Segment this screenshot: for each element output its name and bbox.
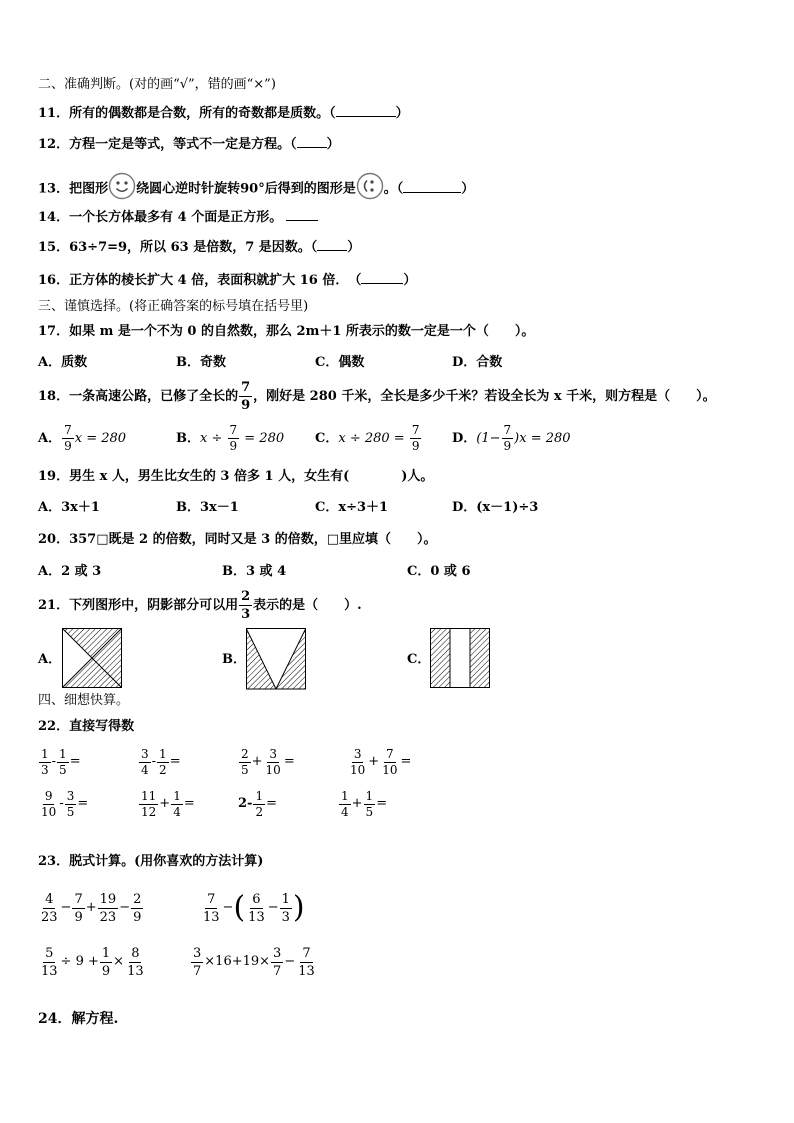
q22-item-7[interactable] <box>238 786 277 823</box>
q17-option-a[interactable]: A．质数 <box>38 355 88 370</box>
q22-4-op: + <box>368 754 380 769</box>
q18-b-pre: x ÷ <box>200 431 227 446</box>
q18-option-a-label: A． <box>38 431 62 446</box>
question-23 <box>38 853 263 871</box>
q22-5-op: - <box>59 796 64 811</box>
q17-option-c[interactable]: C．偶数 <box>315 355 365 370</box>
q23-expression-1[interactable] <box>38 888 144 929</box>
question-15 <box>38 238 360 257</box>
q23-expression-3[interactable] <box>38 942 147 983</box>
q23-text: 脱式计算。(用你喜欢的方法计算) <box>69 854 264 869</box>
q16-number: 16． <box>38 273 70 288</box>
q19-text: 男生 x 人，男生比女生的 3 倍多 1 人，女生有( )人。 <box>69 469 434 484</box>
q11-close: ） <box>395 106 409 121</box>
q12-close: ） <box>326 137 340 152</box>
q22-1-eq: = <box>69 754 81 769</box>
q22-7-eq: = <box>266 796 277 811</box>
q11-text: 所有的偶数都是合数，所有的奇数都是质数。（ <box>69 106 336 121</box>
question-22 <box>38 718 134 736</box>
q22-6-b-den: 4 <box>173 804 181 819</box>
q21-option-a-label[interactable]: A． <box>38 652 62 667</box>
q15-answer-blank[interactable] <box>317 238 347 251</box>
q12-answer-blank[interactable] <box>297 135 327 148</box>
q15-number: 15． <box>38 240 70 255</box>
q18-a-frac <box>62 424 74 453</box>
q20-text: 357□既是 2 的倍数，同时又是 3 的倍数，□里应填（ ）。 <box>69 532 437 547</box>
q16-close: ） <box>403 273 417 288</box>
q13-answer-blank[interactable] <box>403 180 461 193</box>
q18-post: ，刚好是 280 千米，全长是多少千米？若设全长为 x 千米，则方程是（ ）。 <box>253 389 716 404</box>
q17-number: 17． <box>38 324 70 339</box>
q23-e1-op2: + <box>85 900 97 915</box>
q18-option-c-label: C． <box>315 431 339 446</box>
q18-option-c[interactable] <box>315 422 422 456</box>
q23-number: 23． <box>38 854 70 869</box>
section-2-title: 二、准确判断。(对的画“√”，错的画“×”) <box>38 77 276 92</box>
q16-answer-blank[interactable] <box>361 271 403 284</box>
q21-pre: 下列图形中，阴影部分可以用 <box>69 598 239 613</box>
q18-frac-numerator: 7 <box>241 380 251 395</box>
q23-e4-f3-num: 7 <box>302 945 311 961</box>
q23-e2-f1-num: 7 <box>207 891 216 907</box>
q17-option-d[interactable]: D．合数 <box>452 355 503 370</box>
question-13 <box>38 172 474 206</box>
q18-c-num: 7 <box>411 423 420 437</box>
q21-option-b-label[interactable]: B． <box>222 652 246 667</box>
q22-7-pre: 2- <box>238 796 253 811</box>
q22-8-a-num: 1 <box>341 788 349 803</box>
q22-5-b-den: 5 <box>66 804 75 819</box>
q23-e2-f2-num: 6 <box>252 891 261 907</box>
q23-e2-f2-den: 13 <box>248 909 265 925</box>
q22-3-b-den: 10 <box>265 762 281 777</box>
q23-e4-op1: ×16+19× <box>204 954 271 969</box>
q13-mid: 绕圆心逆时针旋转90°后得到的图形是 <box>136 181 356 197</box>
q22-2-a-num: 3 <box>141 746 149 761</box>
q23-e3-f3-num: 8 <box>131 945 140 961</box>
q23-e3-op1: ÷ 9 + <box>60 954 99 969</box>
q22-item-8[interactable] <box>338 786 387 823</box>
q11-number: 11． <box>38 106 70 121</box>
q21-frac-num: 2 <box>241 589 251 604</box>
q23-e1-f4-num: 2 <box>133 891 142 907</box>
q22-8-b-den: 5 <box>365 804 374 819</box>
q22-4-eq: = <box>400 754 412 769</box>
q22-6-a-den: 12 <box>141 804 157 819</box>
q18-option-b[interactable] <box>176 422 284 456</box>
q22-2-eq: = <box>169 754 181 769</box>
q18-c-frac <box>410 424 422 453</box>
q21-fraction <box>239 589 252 622</box>
q15-text: 63÷7=9，所以 63 是倍数，7 是因数。（ <box>69 240 318 255</box>
q22-text: 直接写得数 <box>69 719 135 734</box>
q22-1-a-num: 1 <box>41 746 49 761</box>
q23-e4-op2: − <box>284 954 296 969</box>
q18-d-pre: (1− <box>476 431 501 446</box>
q21-option-b-figure[interactable] <box>246 628 306 690</box>
q23-e1-f4-den: 9 <box>133 909 142 925</box>
question-20 <box>38 531 437 549</box>
q22-5-a-den: 10 <box>41 804 57 819</box>
q23-e4-f1-den: 7 <box>193 963 202 979</box>
section-3-title: 三、谨慎选择。(将正确答案的标号填在括号里) <box>38 299 309 314</box>
q22-item-4[interactable] <box>347 744 411 781</box>
q21-number: 21． <box>38 598 70 613</box>
q22-6-eq: = <box>183 796 195 811</box>
q22-6-a-num: 11 <box>141 788 157 803</box>
q23-e1-f2-num: 7 <box>74 891 83 907</box>
q23-e3-f1-num: 5 <box>45 945 54 961</box>
smiley-face-icon <box>108 172 136 206</box>
q22-5-eq: = <box>77 796 89 811</box>
q18-option-b-label: B． <box>176 431 200 446</box>
q22-1-a-den: 3 <box>41 762 49 777</box>
q17-option-b[interactable]: B．奇数 <box>176 355 226 370</box>
q23-e4-f2-num: 3 <box>273 945 282 961</box>
q23-e2-op2: − <box>267 900 279 915</box>
question-24 <box>38 1010 118 1028</box>
q23-e1-f3-num: 19 <box>99 891 117 907</box>
q20-number: 20． <box>38 532 70 547</box>
q23-e1-f2-den: 9 <box>74 909 83 925</box>
q12-number: 12． <box>38 137 70 152</box>
q22-number: 22． <box>38 719 70 734</box>
q18-number: 18． <box>38 389 70 404</box>
q18-option-d-label: D． <box>452 431 477 446</box>
q23-e1-op1: − <box>60 900 72 915</box>
q22-3-a-num: 2 <box>241 746 249 761</box>
q13-close: ） <box>461 181 475 197</box>
q18-b-rest: = 280 <box>240 431 285 446</box>
q22-1-op: - <box>51 754 57 769</box>
q23-e2-close-paren: ) <box>292 890 305 925</box>
question-14 <box>38 208 318 227</box>
q22-3-b-num: 3 <box>269 746 277 761</box>
q22-4-b-num: 7 <box>386 746 394 761</box>
q23-e4-f1-num: 3 <box>193 945 202 961</box>
q18-a-den: 9 <box>64 439 72 453</box>
question-21 <box>38 589 362 623</box>
q18-d-den: 9 <box>503 439 512 453</box>
q22-3-a-den: 5 <box>241 762 249 777</box>
q14-answer-blank[interactable] <box>286 208 318 221</box>
q21-option-a-figure[interactable] <box>62 628 122 688</box>
q22-4-a-den: 10 <box>350 762 366 777</box>
q22-7-b-num: 1 <box>255 788 264 803</box>
q23-e3-f2-num: 1 <box>101 945 111 961</box>
q22-7-b-den: 2 <box>255 804 264 819</box>
q18-pre: 一条高速公路，已修了全长的 <box>69 389 239 404</box>
rotated-face-icon <box>356 172 384 206</box>
q23-e1-f3-den: 23 <box>99 909 117 925</box>
q13-post: 。（ <box>383 181 404 197</box>
q22-5-a-num: 9 <box>44 788 53 803</box>
q18-d-rest: )x = 280 <box>514 431 571 446</box>
q23-e1-op3: − <box>119 900 131 915</box>
q24-number: 24． <box>38 1011 72 1027</box>
q18-a-rest: x = 280 <box>74 431 127 446</box>
q22-6-op: + <box>159 796 171 811</box>
q11-answer-blank[interactable] <box>336 104 396 117</box>
q22-3-eq: = <box>283 754 295 769</box>
question-18 <box>38 380 716 414</box>
q16-text: 正方体的棱长扩大 4 倍，表面积就扩大 16 倍． （ <box>69 273 362 288</box>
q21-option-c-figure[interactable] <box>430 628 490 688</box>
q22-item-3[interactable] <box>238 744 295 781</box>
q19-option-a[interactable]: A．3x＋1 <box>38 500 100 515</box>
q20-option-c[interactable]: C．0 或 6 <box>407 564 471 579</box>
q14-number: 14． <box>38 210 70 225</box>
q23-e1-f1-num: 4 <box>45 891 54 907</box>
q22-8-b-num: 1 <box>365 788 374 803</box>
q23-e2-f3-num: 1 <box>281 891 290 907</box>
question-19 <box>38 468 433 486</box>
q18-c-den: 9 <box>411 439 420 453</box>
q23-e4-f2-den: 7 <box>273 963 282 979</box>
q22-2-a-den: 4 <box>141 762 149 777</box>
q18-a-num: 7 <box>64 423 72 437</box>
q18-d-frac <box>502 424 514 453</box>
q22-8-op: + <box>351 796 363 811</box>
q23-e3-op2: × <box>113 954 125 969</box>
q22-item-6[interactable] <box>138 786 195 823</box>
q18-b-num: 7 <box>229 423 238 437</box>
q18-d-num: 7 <box>503 423 512 437</box>
question-11 <box>38 104 409 123</box>
q22-2-op: - <box>151 754 157 769</box>
q19-number: 19． <box>38 469 70 484</box>
q20-option-a[interactable]: A．2 或 3 <box>38 564 102 579</box>
q22-item-5[interactable] <box>38 786 88 823</box>
q15-close: ） <box>347 240 361 255</box>
q22-item-1[interactable] <box>38 744 81 781</box>
q12-text: 方程一定是等式，等式不一定是方程。（ <box>69 137 297 152</box>
q18-b-frac <box>228 424 240 453</box>
q22-3-op: + <box>251 754 263 769</box>
q21-option-c-label[interactable]: C． <box>407 652 431 667</box>
question-17 <box>38 323 534 341</box>
q18-b-den: 9 <box>229 439 238 453</box>
q22-4-b-den: 10 <box>382 762 398 777</box>
q23-e2-open-paren: ( <box>233 890 246 925</box>
q18-option-a[interactable] <box>38 422 126 456</box>
q18-c-pre: x ÷ 280 = <box>338 431 409 446</box>
q17-text: 如果 m 是一个不为 0 的自然数，那么 2m＋1 所表示的数一定是一个（ ）。 <box>69 324 535 339</box>
q19-option-d[interactable]: D．(x－1)÷3 <box>452 500 539 515</box>
q22-2-b-den: 2 <box>159 762 167 777</box>
question-16 <box>38 271 416 290</box>
q23-e3-f1-den: 13 <box>41 963 58 979</box>
q23-e3-f3-den: 13 <box>127 963 144 979</box>
q23-e3-f2-den: 9 <box>101 963 111 979</box>
q20-option-b[interactable]: B．3 或 4 <box>222 564 287 579</box>
q23-expression-2[interactable] <box>200 888 305 929</box>
q22-item-2[interactable] <box>138 744 181 781</box>
q23-e4-f3-den: 13 <box>298 963 315 979</box>
q18-frac-denominator: 9 <box>241 398 251 413</box>
q13-number: 13． <box>38 181 70 197</box>
q22-8-eq: = <box>376 796 388 811</box>
q18-option-d[interactable] <box>452 422 571 456</box>
section-4-title: 四、细想快算。 <box>38 693 130 708</box>
q19-option-b[interactable]: B．3x－1 <box>176 500 239 515</box>
q14-text: 一个长方体最多有 4 个面是正方形。 <box>69 210 283 225</box>
q23-e2-f1-den: 13 <box>203 909 220 925</box>
q23-e2-f3-den: 3 <box>281 909 290 925</box>
q21-post: 表示的是（ ）. <box>253 598 362 613</box>
q21-frac-den: 3 <box>241 607 251 622</box>
q13-pre: 把图形 <box>69 181 109 197</box>
q22-8-a-den: 4 <box>341 804 349 819</box>
q22-6-b-num: 1 <box>173 788 181 803</box>
question-12 <box>38 135 340 154</box>
q22-2-b-num: 1 <box>159 746 167 761</box>
q22-5-b-num: 3 <box>66 788 75 803</box>
q23-expression-4[interactable] <box>190 942 318 983</box>
q19-option-c[interactable]: C．x÷3＋1 <box>315 500 389 515</box>
q22-1-b-num: 1 <box>59 746 67 761</box>
q22-4-a-num: 3 <box>353 746 362 761</box>
q18-fraction <box>239 380 252 413</box>
q23-e1-f1-den: 23 <box>41 909 58 925</box>
q23-e2-op1: − <box>222 900 234 915</box>
q24-text: 解方程. <box>71 1011 119 1027</box>
q22-1-b-den: 5 <box>59 762 67 777</box>
